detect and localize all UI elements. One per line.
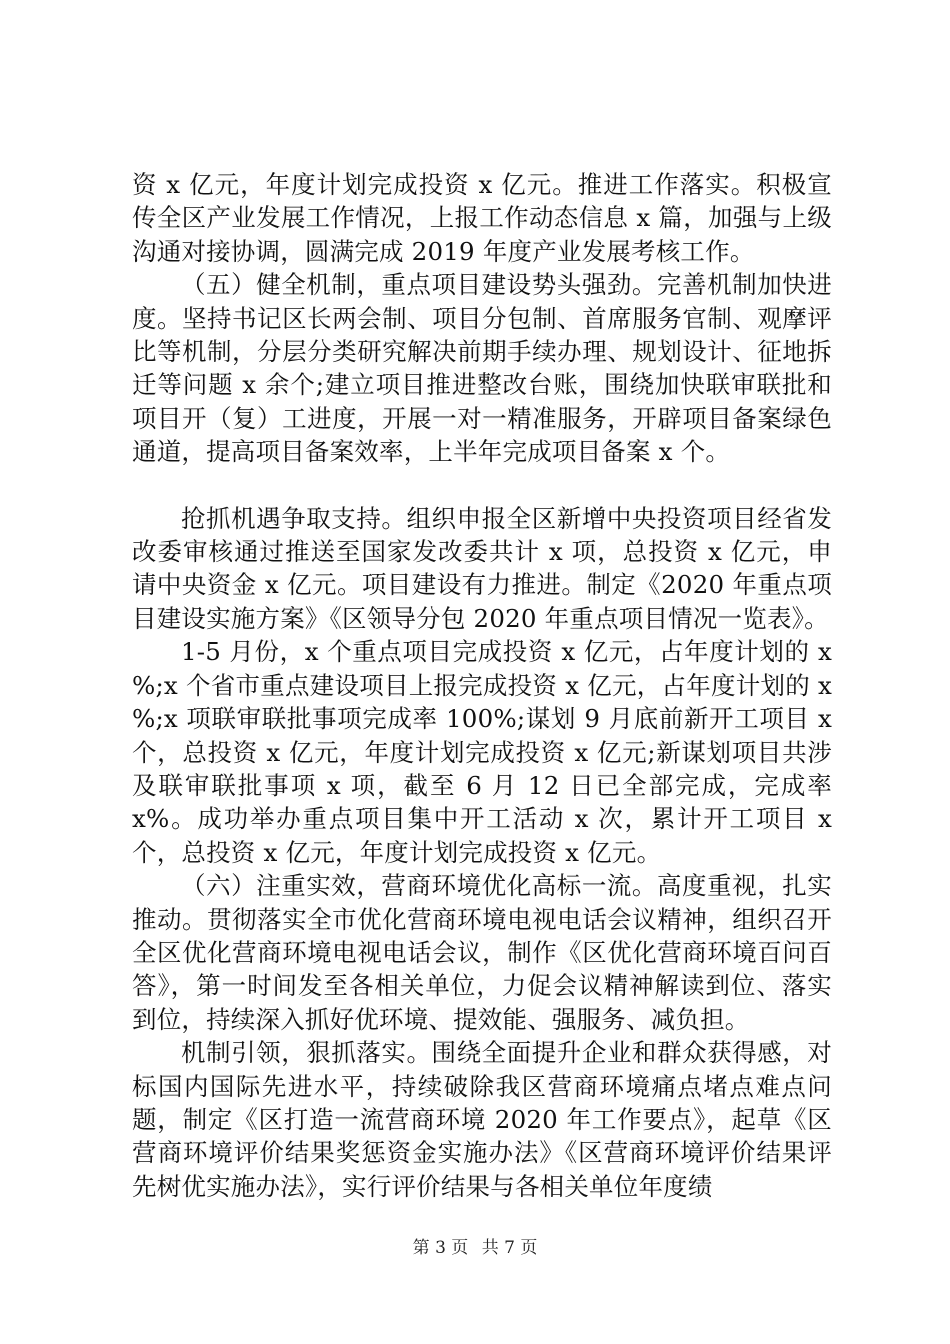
paragraph-gap: [132, 469, 832, 502]
paragraph-seize-opportunity: 抢抓机遇争取支持。组织申报全区新增中央投资项目经省发改委审核通过推送至国家发改委共计 x 项，总投资 x 亿元，申请中央资金 x 亿元。项目建设有力推进。制定《2020 年重点项目建设实施方案》《区领导分包 2020 年重点项目情况一览表》。: [132, 503, 832, 633]
paragraph-investment-summary: 资 x 亿元，年度计划完成投资 x 亿元。推进工作落实。积极宣传全区产业发展工作情况，上报工作动态信息 x 篇，加强与上级沟通对接协调，圆满完成 2019 年度产业发展考核工作。: [132, 170, 832, 266]
paragraph-section-six: （六）注重实效，营商环境优化高标一流。高度重视，扎实推动。贯彻落实全市优化营商环境电视电话会议精神，组织召开全区优化营商环境电视电话会议，制作《区优化营商环境百问百答》，第一时间发至各相关单位，力促会议精神解读到位、落实到位，持续深入抓好优环境、提效能、强服务、减负担。: [132, 871, 832, 1034]
page-number: 第 3 页: [412, 1238, 469, 1258]
page-footer: [0, 1237, 950, 1259]
paragraph-section-five: （五）健全机制，重点项目建设势头强劲。完善机制加快进度。坚持书记区长两会制、项目分包制、首席服务官制、观摩评比等机制，分层分类研究解决前期手续办理、规划设计、征地拆迁等问题 x 余个;建立项目推进整改台账，围绕加快联审联批和项目开（复）工进度，开展一对一精准服务，开辟项目备案绿色通道，提高项目备案效率，上半年完成项目备案 x 个。: [132, 270, 832, 467]
paragraph-jan-may-progress: 1-5 月份，x 个重点项目完成投资 x 亿元，占年度计划的 x %;x 个省市重点建设项目上报完成投资 x 亿元，占年度计划的 x %;x 项联审联批事项完成率 100%;谋划 9 月底前新开工项目 x 个，总投资 x 亿元，年度计划完成投资 x 亿元;新谋划项目共涉及联审联批事项 x 项，截至 6 月 12 日已全部完成，完成率 x%。成功举办重点项目集中开工活动 x 次，累计开工项目 x 个，总投资 x 亿元，年度计划完成投资 x 亿元。: [132, 637, 832, 867]
document-body: [132, 168, 832, 1203]
paragraph-mechanism-lead: 机制引领，狠抓落实。围绕全面提升企业和群众获得感，对标国内国际先进水平，持续破除我区营商环境痛点堵点难点问题，制定《区打造一流营商环境 2020 年工作要点》，起草《区营商环境评价结果奖惩资金实施办法》《区营商环境评价结果评先树优实施办法》，实行评价结果与各相关单位年度绩: [132, 1038, 832, 1201]
page-total: 共 7 页: [481, 1238, 538, 1258]
